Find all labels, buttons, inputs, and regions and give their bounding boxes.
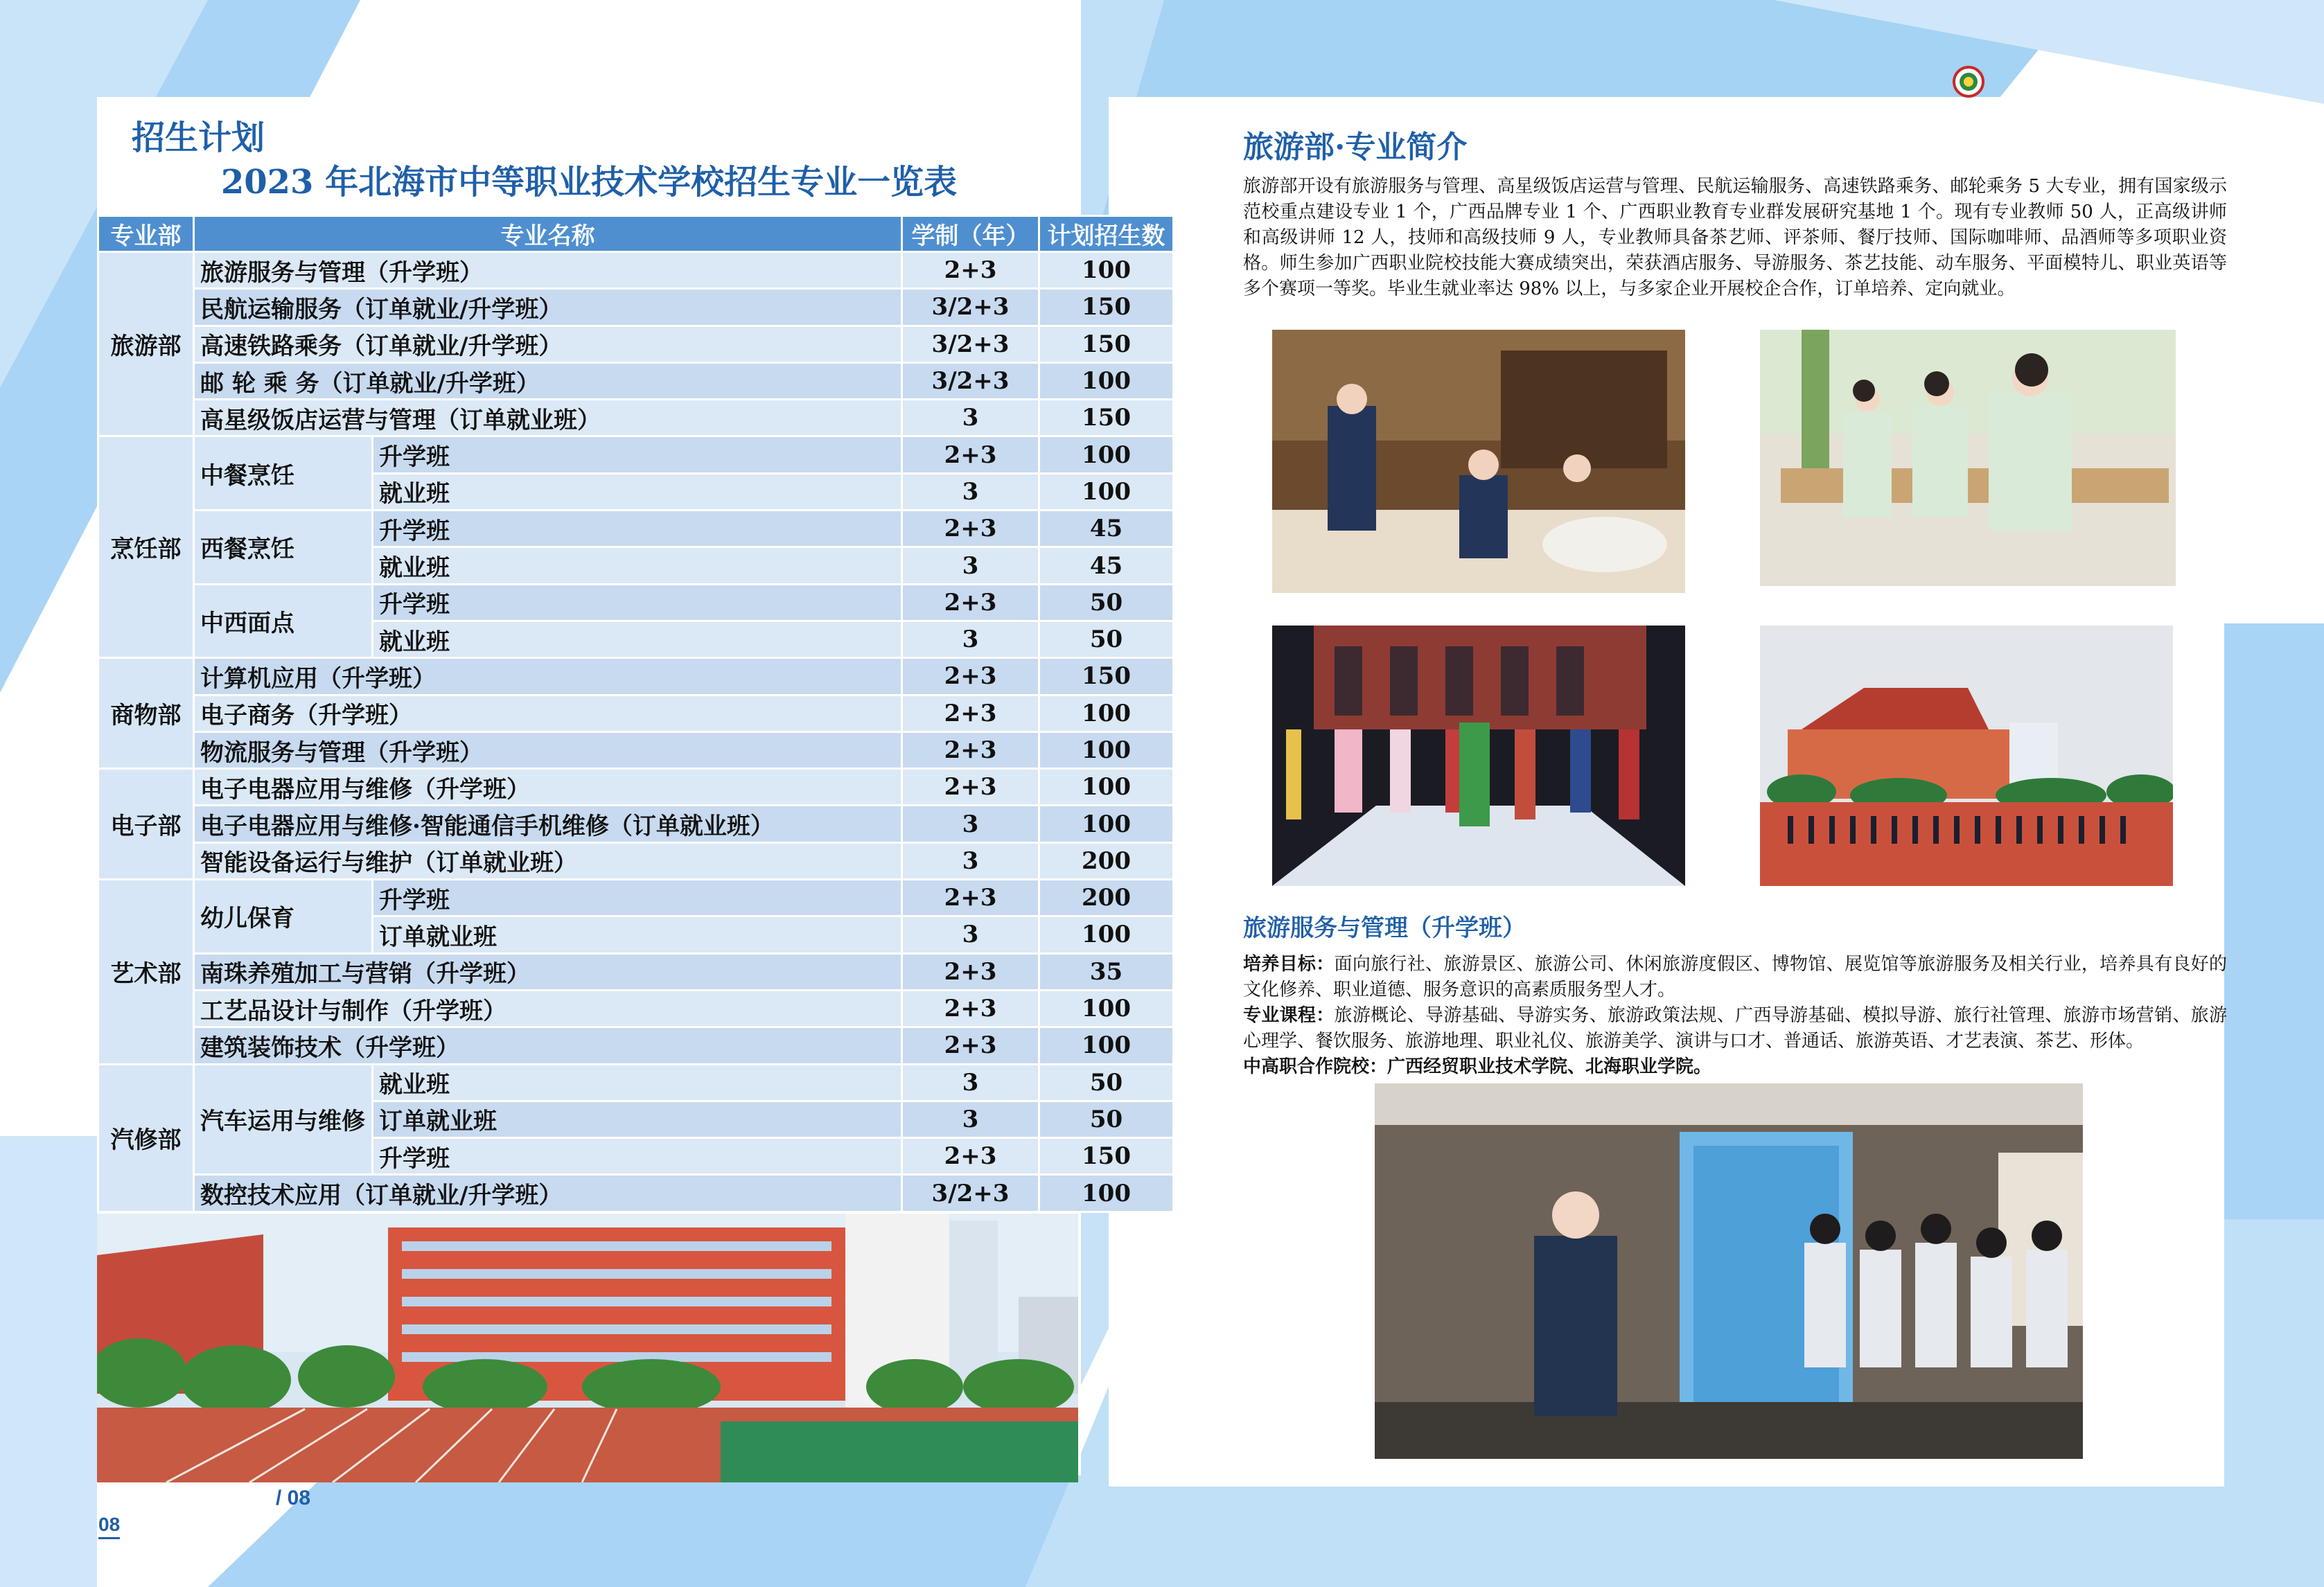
table-row bbox=[98, 511, 1174, 547]
years-cell: 2+3 bbox=[902, 658, 1039, 695]
courses-text: 旅游概论、导游基础、导游实务、旅游政策法规、广西导游基础、模拟导游、旅行社管理、旅游市场营销、旅游心理学、餐饮服务、旅游地理、职业礼仪、旅游美学、演讲与口才、普通话、旅游英语、才艺表演、茶艺、形体。 bbox=[1243, 1005, 2227, 1052]
years-cell: 2+3 bbox=[902, 732, 1039, 768]
count-cell: 45 bbox=[1039, 547, 1174, 584]
years-cell: 2+3 bbox=[902, 511, 1039, 547]
count-cell: 100 bbox=[1039, 990, 1174, 1027]
years-cell: 3/2+3 bbox=[902, 1175, 1039, 1212]
table-row bbox=[98, 695, 1174, 732]
major-cell: 高速铁路乘务（订单就业/升学班） bbox=[194, 326, 902, 362]
table-row bbox=[98, 400, 1174, 436]
photo-campus-parade bbox=[1760, 626, 2173, 886]
count-cell: 100 bbox=[1039, 695, 1174, 732]
photo-tea-art bbox=[1760, 330, 2176, 586]
years-cell: 2+3 bbox=[902, 953, 1039, 990]
class-type-cell: 升学班 bbox=[373, 1138, 902, 1175]
count-cell: 100 bbox=[1039, 806, 1174, 842]
class-type-cell: 订单就业班 bbox=[373, 916, 902, 953]
major-cell: 计算机应用（升学班） bbox=[194, 658, 902, 695]
count-cell: 150 bbox=[1039, 1138, 1174, 1175]
table-row bbox=[98, 842, 1174, 879]
major-cell: 电子电器应用与维修（升学班） bbox=[194, 769, 902, 806]
count-cell: 100 bbox=[1039, 1175, 1174, 1212]
major-cell: 西餐烹饪 bbox=[194, 511, 373, 585]
years-cell: 3 bbox=[902, 400, 1039, 436]
class-type-cell: 升学班 bbox=[373, 511, 902, 547]
table-row bbox=[98, 362, 1174, 399]
partner-text: 广西经贸职业技术学院、北海职业学院。 bbox=[1387, 1056, 1712, 1077]
table-row bbox=[98, 732, 1174, 768]
major-cell: 中西面点 bbox=[194, 584, 373, 658]
school-logo bbox=[1953, 66, 1984, 98]
major-cell: 旅游服务与管理（升学班） bbox=[194, 252, 902, 289]
count-cell: 150 bbox=[1039, 326, 1174, 362]
count-cell: 150 bbox=[1039, 400, 1174, 436]
table-row bbox=[98, 326, 1174, 362]
major-cell: 数控技术应用（订单就业/升学班） bbox=[194, 1175, 902, 1212]
class-type-cell: 就业班 bbox=[373, 473, 902, 510]
years-cell: 3 bbox=[902, 1101, 1039, 1137]
major-cell: 幼儿保育 bbox=[194, 880, 373, 954]
header-dept: 专业部 bbox=[98, 216, 194, 252]
major-title: 旅游服务与管理（升学班） bbox=[1243, 914, 1526, 942]
dept-cell: 电子部 bbox=[98, 769, 194, 880]
count-cell: 100 bbox=[1039, 252, 1174, 289]
table-row bbox=[98, 953, 1174, 990]
major-cell: 电子商务（升学班） bbox=[194, 695, 902, 732]
page-number: 08 bbox=[98, 1514, 120, 1539]
major-cell: 智能设备运行与维护（订单就业班） bbox=[194, 842, 902, 879]
years-cell: 3 bbox=[902, 806, 1039, 842]
partner-label: 中高职合作院校： bbox=[1243, 1056, 1388, 1077]
major-cell: 汽车运用与维修 bbox=[194, 1064, 373, 1175]
major-cell: 建筑装饰技术（升学班） bbox=[194, 1027, 902, 1064]
years-cell: 3 bbox=[902, 621, 1039, 657]
years-cell: 3 bbox=[902, 842, 1039, 879]
goal-text: 面向旅行社、旅游景区、旅游公司、休闲旅游度假区、博物馆、展览馆等旅游服务及相关行业，培养具有良好的文化修养、职业道德、服务意识的高素质服务型人才。 bbox=[1243, 954, 2227, 1000]
count-cell: 50 bbox=[1039, 621, 1174, 657]
dept-cell: 旅游部 bbox=[98, 252, 194, 436]
table-row bbox=[98, 584, 1174, 621]
page-number-mid: / 08 bbox=[276, 1487, 311, 1509]
count-cell: 50 bbox=[1039, 584, 1174, 621]
class-type-cell: 升学班 bbox=[373, 436, 902, 473]
count-cell: 100 bbox=[1039, 769, 1174, 806]
table-header-row bbox=[98, 216, 1174, 252]
photo-fashion-show bbox=[1272, 626, 1685, 886]
years-cell: 3 bbox=[902, 916, 1039, 953]
major-cell: 工艺品设计与制作（升学班） bbox=[194, 990, 902, 1027]
years-cell: 2+3 bbox=[902, 769, 1039, 806]
dept-cell: 艺术部 bbox=[98, 880, 194, 1064]
table-row bbox=[98, 806, 1174, 842]
count-cell: 100 bbox=[1039, 362, 1174, 399]
major-cell: 民航运输服务（订单就业/升学班） bbox=[194, 289, 902, 326]
table-title: 2023 年北海市中等职业技术学校招生专业一览表 bbox=[220, 163, 958, 202]
table-row bbox=[98, 769, 1174, 806]
table-row bbox=[98, 289, 1174, 326]
years-cell: 2+3 bbox=[902, 695, 1039, 732]
photo-museum-guide bbox=[1375, 1083, 2083, 1459]
major-cell: 南珠养殖加工与营销（升学班） bbox=[194, 953, 902, 990]
major-cell: 中餐烹饪 bbox=[194, 436, 373, 511]
dept-intro-text: 旅游部开设有旅游服务与管理、高星级饭店运营与管理、民航运输服务、高速铁路乘务、邮轮乘务 5 大专业，拥有国家级示范校重点建设专业 1 个，广西品牌专业 1 个、广西职业教育专业群发展研究基地 1 个。现有专业教师 50 人，正高级讲师和高级讲师 12 人，技师和高级技师 9 人，专业教师具备茶艺师、评茶师、餐厅技师、国际咖啡师、品酒师等多项职业资格。师生参加广西职业院校技能大赛成绩突出，荣获酒店服务、导游服务、茶艺技能、动车服务、平面模特儿、职业英语等多个赛项一等奖。毕业生就业率达 98% 以上，与多家企业开展校企合作，订单培养、定向就业。 bbox=[1243, 176, 2227, 299]
dept-cell: 商物部 bbox=[98, 658, 194, 769]
table-row bbox=[98, 252, 1174, 289]
major-cell: 电子电器应用与维修·智能通信手机维修（订单就业班） bbox=[194, 806, 902, 842]
table-row bbox=[98, 990, 1174, 1027]
class-type-cell: 订单就业班 bbox=[373, 1101, 902, 1137]
count-cell: 100 bbox=[1039, 1027, 1174, 1064]
major-cell: 高星级饭店运营与管理（订单就业班） bbox=[194, 400, 902, 436]
years-cell: 3/2+3 bbox=[902, 289, 1039, 326]
table-row bbox=[98, 658, 1174, 695]
years-cell: 3/2+3 bbox=[902, 326, 1039, 362]
count-cell: 50 bbox=[1039, 1101, 1174, 1137]
count-cell: 200 bbox=[1039, 842, 1174, 879]
major-cell: 邮 轮 乘 务（订单就业/升学班） bbox=[194, 362, 902, 399]
header-count: 计划招生数 bbox=[1039, 216, 1174, 252]
count-cell: 200 bbox=[1039, 880, 1174, 916]
years-cell: 2+3 bbox=[902, 584, 1039, 621]
class-type-cell: 就业班 bbox=[373, 547, 902, 584]
years-cell: 3 bbox=[902, 473, 1039, 510]
years-cell: 3/2+3 bbox=[902, 362, 1039, 399]
header-years: 学制（年） bbox=[902, 216, 1039, 252]
major-details bbox=[1243, 952, 2227, 1080]
dept-cell: 汽修部 bbox=[98, 1064, 194, 1212]
count-cell: 50 bbox=[1039, 1064, 1174, 1101]
dept-cell: 烹饪部 bbox=[98, 436, 194, 658]
goal-label: 培养目标： bbox=[1243, 954, 1335, 975]
count-cell: 100 bbox=[1039, 732, 1174, 768]
table-row bbox=[98, 1175, 1174, 1212]
courses-label: 专业课程： bbox=[1243, 1005, 1335, 1026]
years-cell: 2+3 bbox=[902, 880, 1039, 916]
table-row bbox=[98, 1027, 1174, 1064]
count-cell: 150 bbox=[1039, 289, 1174, 326]
header-major: 专业名称 bbox=[194, 216, 902, 252]
table-row bbox=[98, 436, 1174, 473]
enrollment-table bbox=[97, 215, 1174, 1213]
count-cell: 35 bbox=[1039, 953, 1174, 990]
years-cell: 2+3 bbox=[902, 990, 1039, 1027]
class-type-cell: 就业班 bbox=[373, 621, 902, 657]
section-label: 招生计划 bbox=[132, 118, 265, 157]
class-type-cell: 升学班 bbox=[373, 584, 902, 621]
count-cell: 100 bbox=[1039, 436, 1174, 473]
count-cell: 150 bbox=[1039, 658, 1174, 695]
years-cell: 2+3 bbox=[902, 252, 1039, 289]
count-cell: 100 bbox=[1039, 916, 1174, 953]
campus-photo bbox=[97, 1214, 1078, 1482]
count-cell: 100 bbox=[1039, 473, 1174, 510]
photo-restaurant-service bbox=[1272, 330, 1685, 593]
years-cell: 3 bbox=[902, 547, 1039, 584]
table-row bbox=[98, 1064, 1174, 1101]
class-type-cell: 升学班 bbox=[373, 880, 902, 916]
years-cell: 2+3 bbox=[902, 1027, 1039, 1064]
table-row bbox=[98, 880, 1174, 916]
count-cell: 45 bbox=[1039, 511, 1174, 547]
years-cell: 2+3 bbox=[902, 436, 1039, 473]
major-cell: 物流服务与管理（升学班） bbox=[194, 732, 902, 768]
dept-intro-title: 旅游部·专业简介 bbox=[1243, 130, 1468, 165]
years-cell: 2+3 bbox=[902, 1138, 1039, 1175]
class-type-cell: 就业班 bbox=[373, 1064, 902, 1101]
years-cell: 3 bbox=[902, 1064, 1039, 1101]
